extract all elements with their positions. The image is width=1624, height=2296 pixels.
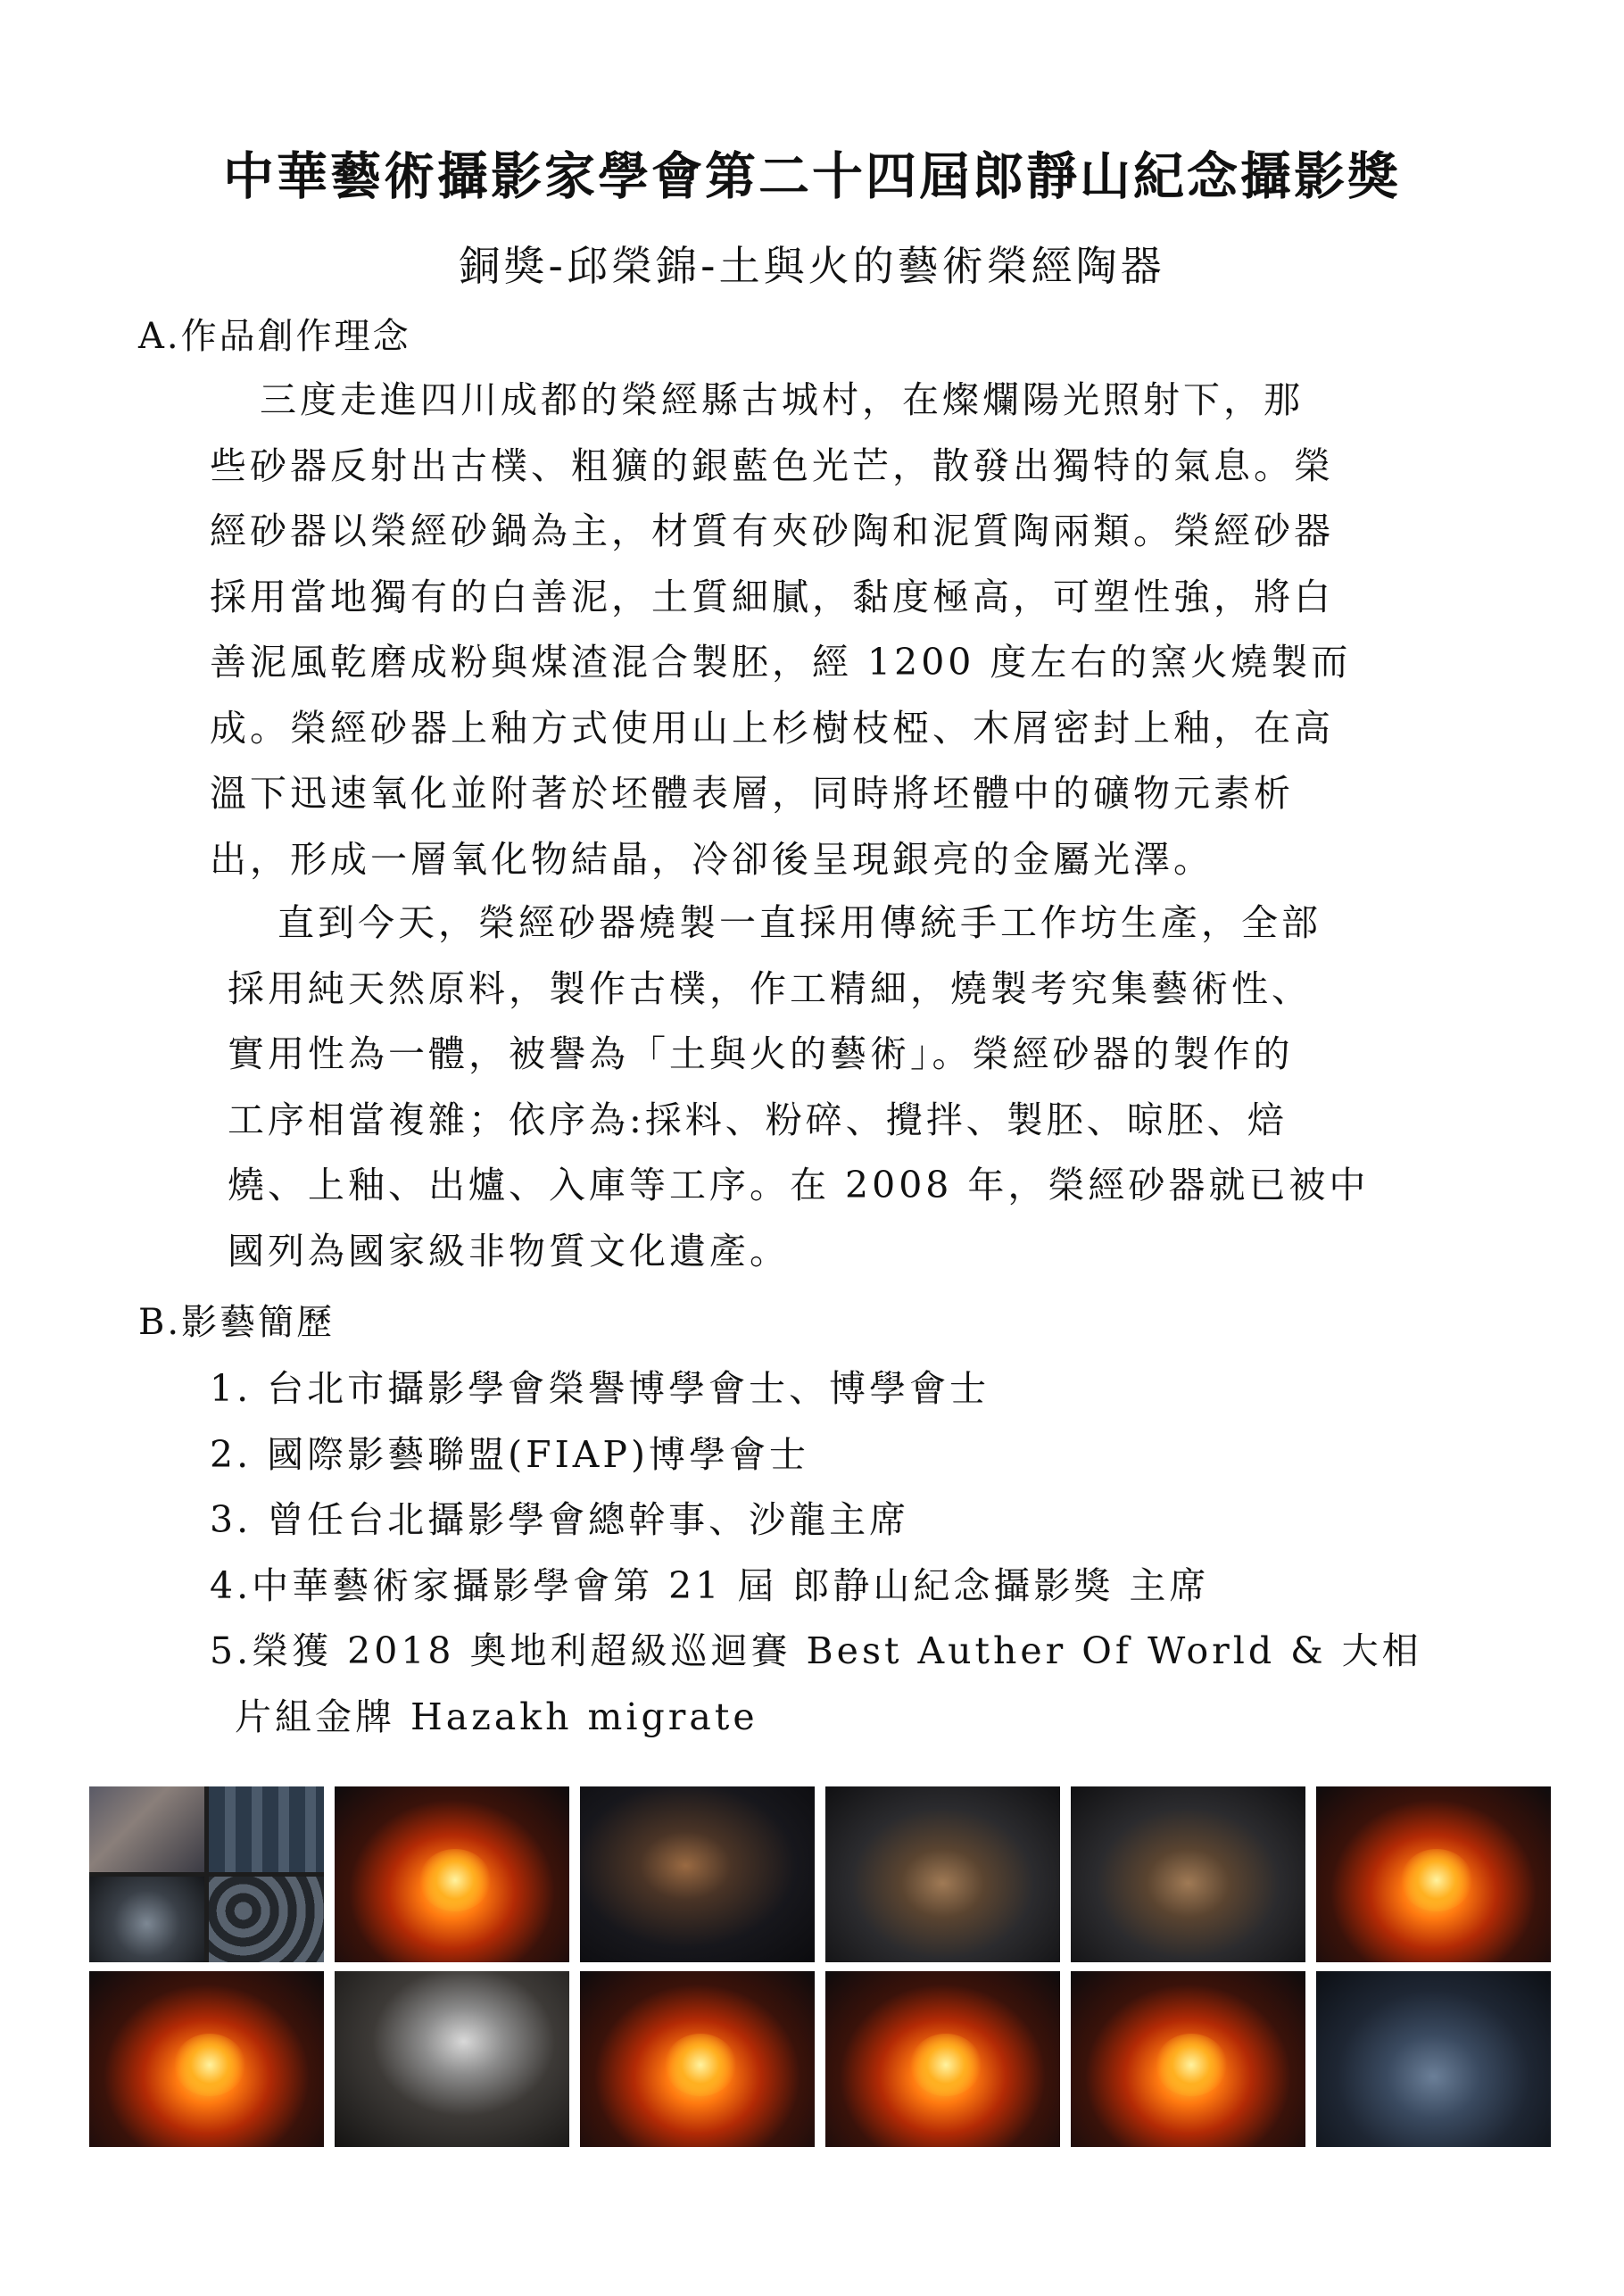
photo-workers-steam: [335, 1971, 569, 2147]
paragraph-line: 國列為國家級非物質文化遺產。: [228, 1229, 790, 1272]
photo-shading: [580, 1786, 815, 1962]
resume-item: 4.中華藝術家攝影學會第 21 屆 郎静山紀念攝影獎 主席: [210, 1563, 1210, 1607]
photo-collage: [89, 1786, 324, 1962]
resume-item: 5.榮獲 2018 奧地利超級巡迴賽 Best Auther Of World & 大相: [210, 1629, 1422, 1672]
photo-shading: [825, 1786, 1060, 1962]
paragraph-line: 經砂器以榮經砂鍋為主，材質有夾砂陶和泥質陶兩類。榮經砂器: [210, 510, 1334, 552]
paragraph-line: 採用純天然原料，製作古樸，作工精細，燒製考究集藝術性、: [228, 966, 1312, 1010]
photo-fire-pit-pots: [580, 1971, 815, 2147]
section-a-heading: A.作品創作理念: [138, 316, 411, 357]
document-subtitle: 銅獎-邱榮錦-土與火的藝術榮經陶器: [459, 242, 1165, 290]
photo-kiln-worker-fire: [335, 1786, 569, 1962]
photo-shading: [335, 1971, 569, 2147]
collage-tile: [209, 1786, 324, 1872]
photo-blue-pots-yard: [1316, 1971, 1551, 2147]
photo-glowing-pots-lifted: [825, 1971, 1060, 2147]
photo-shading: [1071, 1786, 1305, 1962]
photo-potter-portrait: [580, 1786, 815, 1962]
resume-item: 3. 曾任台北攝影學會總幹事、沙龍主席: [210, 1498, 910, 1541]
paragraph-line: 些砂器反射出古樸、粗獷的銀藍色光芒，散發出獨特的氣息。榮: [210, 443, 1334, 487]
fire-glow: [174, 2034, 245, 2096]
paragraph-line: 出，形成一層氧化物結晶，冷卻後呈現銀亮的金屬光澤。: [210, 837, 1214, 881]
photo-flame-column: [1071, 1971, 1305, 2147]
collage-tile: [89, 1786, 204, 1872]
photo-kiln-glowing-pots: [89, 1971, 324, 2147]
photo-hands-shaping-pot: [825, 1786, 1060, 1962]
gallery-row: [89, 1786, 1544, 1962]
paragraph-line: 實用性為一體，被譽為「土與火的藝術」。榮經砂器的製作的: [228, 1032, 1294, 1075]
fire-glow: [910, 2034, 982, 2096]
resume-item-continuation: 片組金牌 Hazakh migrate: [235, 1695, 758, 1738]
paragraph-line: 溫下迅速氧化並附著於坯體表層，同時將坯體中的礦物元素析: [210, 772, 1294, 815]
section-b-heading: B.影藝簡歷: [138, 1302, 336, 1343]
document-title: 中華藝術攝影家學會第二十四屆郎靜山紀念攝影獎: [223, 147, 1401, 206]
paragraph-line: 直到今天，榮經砂器燒製一直採用傳統手工作坊生產，全部: [278, 901, 1322, 944]
collage-tile: [89, 1877, 204, 1962]
collage-tile: [209, 1877, 324, 1962]
fire-glow: [419, 1849, 491, 1911]
resume-list: [210, 1356, 1422, 1750]
paragraph-line: 成。榮經砂器上釉方式使用山上杉樹枝椏、木屑密封上釉，在高: [210, 706, 1334, 750]
concept-paragraph-2: [228, 891, 1369, 1284]
fire-glow: [1156, 2034, 1227, 2096]
paragraph-line: 善泥風乾磨成粉與煤渣混合製胚，經 1200 度左右的窯火燒製而: [210, 641, 1352, 684]
paragraph-line: 採用當地獨有的白善泥，土質細膩，黏度極高，可塑性強，將白: [210, 575, 1334, 618]
photo-hands-large-pot: [1071, 1786, 1305, 1962]
resume-item: 2. 國際影藝聯盟(FIAP)博學會士: [210, 1432, 809, 1476]
fire-glow: [665, 2034, 736, 2096]
resume-item: 1. 台北市攝影學會榮譽博學會士、博學會士: [210, 1367, 990, 1410]
photo-workshop-furnace-fire: [1316, 1786, 1551, 1962]
paragraph-line: 燒、上釉、出爐、入庫等工序。在 2008 年，榮經砂器就已被中: [228, 1164, 1370, 1206]
paragraph-line: 三度走進四川成都的榮經縣古城村，在燦爛陽光照射下，那: [260, 378, 1304, 421]
concept-paragraph-1: [210, 368, 1351, 892]
gallery-row: [89, 1971, 1544, 2147]
fire-glow: [1401, 1849, 1472, 1911]
paragraph-line: 工序相當複雜；依序為:採料、粉碎、攪拌、製胚、晾胚、焙: [228, 1098, 1288, 1141]
photo-shading: [1316, 1971, 1551, 2147]
